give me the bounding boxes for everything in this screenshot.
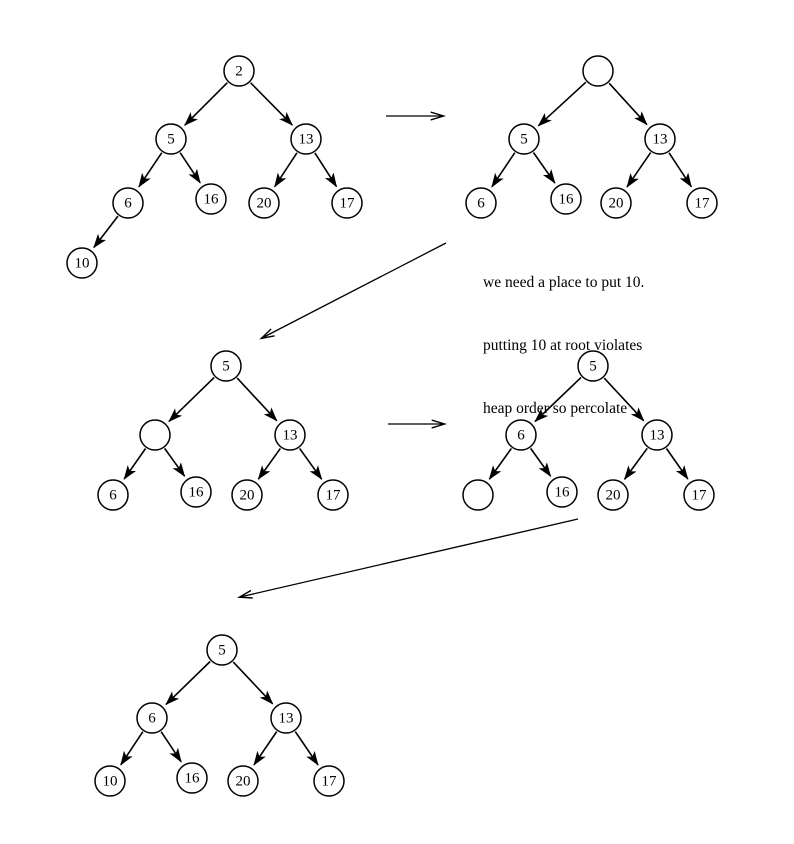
tree-node xyxy=(95,766,125,796)
tree-edge xyxy=(165,448,185,476)
tree-edge xyxy=(609,83,647,124)
node-value: 5 xyxy=(167,131,175,147)
node-value: 17 xyxy=(339,195,355,211)
node-value: 5 xyxy=(218,642,226,658)
node-value: 6 xyxy=(477,195,485,211)
tree-edge xyxy=(161,732,181,762)
node-value: 17 xyxy=(325,487,341,503)
tree-edge xyxy=(531,448,551,476)
tree-node xyxy=(271,703,301,733)
tree-node xyxy=(601,188,631,218)
node-value: 13 xyxy=(652,131,668,147)
tree-node xyxy=(642,420,672,450)
caption-text xyxy=(483,230,644,440)
node-value: 20 xyxy=(235,773,251,789)
tree-edge xyxy=(180,153,200,183)
tree-node xyxy=(211,351,241,381)
tree-node xyxy=(228,766,258,796)
node-value: 20 xyxy=(256,195,272,211)
node-value: 20 xyxy=(239,487,255,503)
tree-edge xyxy=(489,448,511,479)
tree-edge xyxy=(251,83,293,125)
node-value: 13 xyxy=(298,131,314,147)
tree-edge xyxy=(627,153,651,187)
tree-edge xyxy=(492,153,515,187)
tree-node xyxy=(509,124,539,154)
node-value: 16 xyxy=(554,484,570,500)
arrow-tree2-to-tree3 xyxy=(262,243,446,338)
tree-node xyxy=(275,420,305,450)
tree-edge xyxy=(166,662,210,705)
tree-node xyxy=(598,480,628,510)
node-value: 16 xyxy=(558,191,574,207)
node-value: 17 xyxy=(321,773,337,789)
node-value: 13 xyxy=(282,427,298,443)
tree-node xyxy=(466,188,496,218)
node-value: 17 xyxy=(694,195,710,211)
node-value: 6 xyxy=(517,427,525,443)
tree-node xyxy=(684,480,714,510)
node-value: 6 xyxy=(124,195,132,211)
tree-node xyxy=(687,188,717,218)
tree-edge xyxy=(124,449,145,480)
node-value: 2 xyxy=(235,63,243,79)
caption-line-1: we need a place to put 10. xyxy=(483,274,645,291)
tree-edge xyxy=(666,449,687,480)
tree-node xyxy=(291,124,321,154)
tree-edge xyxy=(169,378,214,422)
node-value: 5 xyxy=(222,358,230,374)
tree-node xyxy=(181,477,211,507)
tree-edge xyxy=(300,448,322,479)
tree-node xyxy=(332,188,362,218)
tree-edge xyxy=(315,153,337,187)
node-value: 16 xyxy=(203,191,219,207)
node-value: 5 xyxy=(520,131,528,147)
tree-node-empty xyxy=(463,480,493,510)
tree-node xyxy=(156,124,186,154)
tree-node xyxy=(232,480,262,510)
tree-node xyxy=(249,188,279,218)
node-value: 16 xyxy=(184,770,200,786)
tree-edge xyxy=(94,216,118,247)
node-value: 20 xyxy=(605,487,621,503)
tree-edge xyxy=(121,732,143,765)
tree-node xyxy=(547,477,577,507)
node-value: 16 xyxy=(188,484,204,500)
tree-node-empty xyxy=(140,420,170,450)
tree-edge xyxy=(538,82,585,126)
tree-edge xyxy=(233,662,272,704)
node-value: 5 xyxy=(589,358,597,374)
tree-node xyxy=(67,248,97,278)
tree-edge xyxy=(254,732,277,765)
tree-edge xyxy=(139,153,162,187)
node-value: 10 xyxy=(74,255,90,271)
node-value: 17 xyxy=(691,487,707,503)
node-value: 13 xyxy=(278,710,294,726)
caption-line-3: heap order so percolate xyxy=(483,400,628,417)
tree-edge xyxy=(258,448,280,479)
node-value: 6 xyxy=(148,710,156,726)
tree-node xyxy=(207,635,237,665)
tree-node xyxy=(318,480,348,510)
tree-edge xyxy=(185,83,228,126)
tree-node xyxy=(224,56,254,86)
node-value: 10 xyxy=(102,773,118,789)
tree-edge xyxy=(533,153,554,184)
tree-node xyxy=(113,188,143,218)
node-value: 20 xyxy=(608,195,624,211)
tree-edge xyxy=(275,153,297,187)
tree-node xyxy=(314,766,344,796)
tree-node xyxy=(551,184,581,214)
tree-node xyxy=(98,480,128,510)
tree-edge xyxy=(669,153,691,187)
tree-node xyxy=(177,763,207,793)
caption-line-2: putting 10 at root violates xyxy=(483,337,643,354)
arrow-tree4-to-tree5 xyxy=(240,519,578,597)
node-value: 6 xyxy=(109,487,117,503)
tree-node xyxy=(645,124,675,154)
tree-edge xyxy=(295,732,318,765)
tree-edge xyxy=(237,378,277,421)
tree-node-empty xyxy=(583,56,613,86)
tree-node xyxy=(137,703,167,733)
tree-edge xyxy=(625,448,648,479)
node-value: 13 xyxy=(649,427,665,443)
tree-node xyxy=(196,184,226,214)
